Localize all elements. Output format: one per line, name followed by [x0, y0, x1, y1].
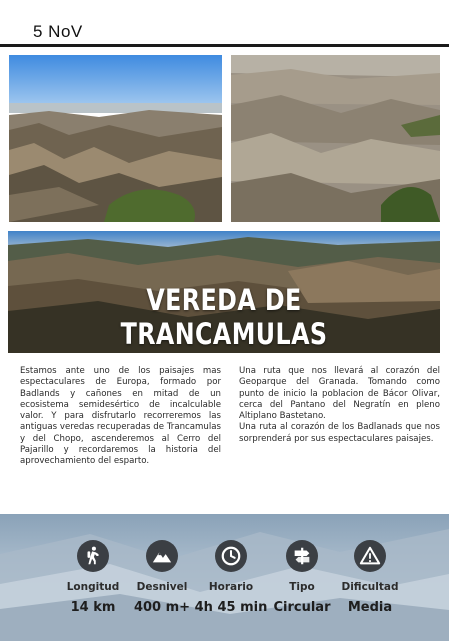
mountain-icon — [146, 540, 178, 572]
description-paragraph: Una ruta que nos llevará al corazón del Geoparque del Granada. Tomando como punto de inicio la poblacion de Bácor Olivar, cerca del Pantano del Negratín en pleno Altiplano Bastetano. — [239, 366, 440, 422]
stat-value: Circular — [273, 600, 331, 615]
hiker-icon — [77, 540, 109, 572]
badlands-photo-left — [9, 55, 222, 222]
stat-label: Horario — [208, 581, 254, 593]
stat-longitud — [53, 540, 133, 615]
badlands-photo-right — [231, 55, 440, 222]
stat-horario — [191, 540, 271, 615]
stat-label: Longitud — [66, 581, 120, 593]
stat-value: 400 m+ — [133, 600, 191, 615]
top-rule — [0, 44, 449, 47]
stat-dificultad — [330, 540, 410, 615]
stat-label: Tipo — [289, 581, 315, 593]
clock-icon — [215, 540, 247, 572]
stat-value: Media — [347, 600, 393, 615]
warning-icon — [354, 540, 386, 572]
description-paragraph: Estamos ante uno de los paisajes mas espectaculares de Europa, formado por Badlands y cañones en mitad de un ecosistema semidesértico de incalculable valor. Y para disfrutarlo recorreremos las antiguas veredas recuperadas de Trancamulas y del Chopo, ascenderemos al Cerro del Pajarillo y recordaremos la historia del aprovechamiento del esparto. — [20, 366, 221, 467]
route-title: VEREDA DE TRANCAMULAS — [120, 283, 328, 351]
date-label: 5 NoV — [33, 22, 83, 41]
stat-label: Dificultad — [341, 581, 399, 593]
description-right-column — [239, 366, 440, 445]
signpost-icon — [286, 540, 318, 572]
stat-label: Desnivel — [136, 581, 188, 593]
stat-value: 4h 45 min — [194, 600, 268, 615]
description-left-column — [20, 366, 221, 468]
stat-desnivel — [122, 540, 202, 615]
stat-value: 14 km — [70, 600, 116, 615]
description-paragraph: Una ruta al corazón de los Badlanads que nos sorprenderá por sus espectaculares paisajes. — [239, 422, 440, 444]
